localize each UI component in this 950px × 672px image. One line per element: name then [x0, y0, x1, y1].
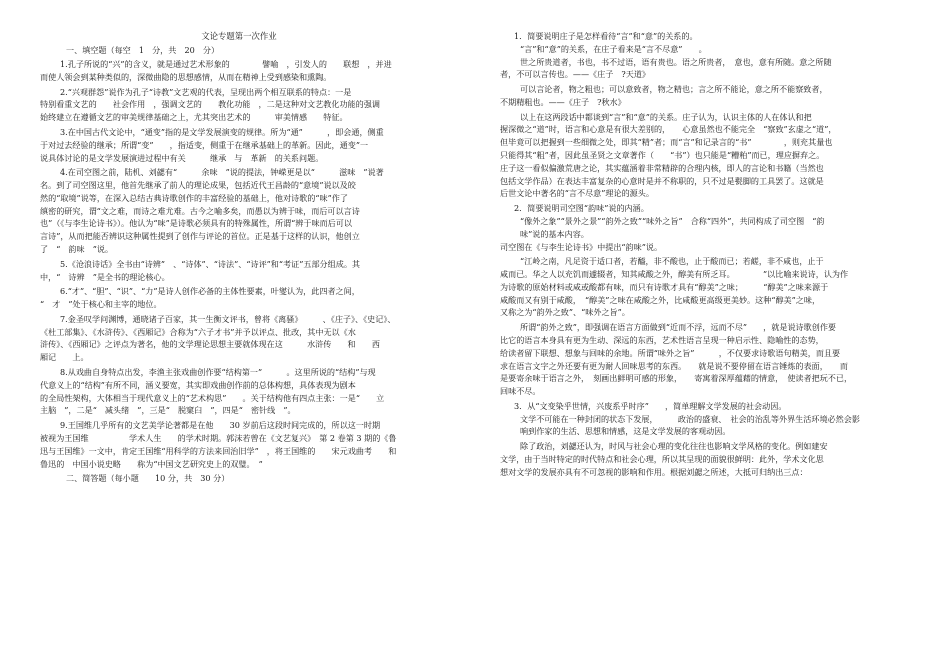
text-line: 了 “ 韵味 ”说。: [40, 244, 114, 254]
text-line: 于对过去经验的继承；所谓“变” ，指适变，侧重于在继承基础上的革新。因此，通变”一: [40, 139, 369, 150]
text-line: 给读者留下联想、想象与回味的余地。所谓“味外之旨” ，不仅要求诗歌语句精美，而且要: [500, 347, 841, 358]
text-line: 1.孔子所说的“兴”的含义，就是通过艺术形象的 譬喻 ，引发人的 联想 ，并进: [60, 59, 392, 70]
text-line: 9.王国维几乎所有的文艺美学论著都是在他 30 岁前后这段时间完成的，所以这一时期: [60, 420, 381, 431]
text-line: 回味不尽。: [500, 386, 541, 397]
paragraph: [500, 111, 910, 200]
text-line: 4.在司空图之前，陆机、刘勰有“ 余味 ”说的提法，钟嵘更是以“ 滋味 ”说著: [60, 167, 384, 178]
text-line: 文学，由于当时特定的时代特点和社会心理，所以其呈现的面貌很鲜明：此外，学术文化思: [500, 454, 824, 464]
text-line: 文学不可能在一种封闭的状态下发展， 政治的盛衰、 社会的治乱等外界生活环境必然会影: [520, 413, 860, 424]
paragraph: [40, 58, 438, 84]
text-line: 迅与王国维》一文中，肯定王国维“用科学的方法来回治旧学” ，将王国维的 宋元戏曲考 和: [40, 445, 397, 456]
text-line: 世之所贵道者，书也，书不过语，语有贵也。语之所贵者， 意也，意有所随。意之所随: [520, 56, 832, 67]
text-line: 被视为王国维 学术人生 的学术时期。郭沫若曾在《文艺复兴》 第 2 卷第 3 期的《鲁: [40, 432, 397, 443]
section-heading-short-answer: 二、简答题（每小题 10 分，共 30 分）: [66, 473, 230, 484]
text-line: 所谓“韵外之致”，即强调在语言方面做到“近而不浮，远而不尽” ，就是说诗歌创作要: [520, 322, 837, 333]
text-line: 2．简要说明司空图“韵味”说的内涵。: [514, 203, 649, 214]
text-line: 但毕竟可以把握到一些细微之处，即其“精”者；而“言”和记录言的“书” ，则充其量也: [500, 137, 833, 148]
paragraph: [500, 30, 910, 81]
text-line: 想对文学的发展亦具有不可忽视的影响和作用。根据刘勰之所述，大抵可归纳出三点：: [500, 466, 808, 477]
paragraph: [500, 83, 910, 109]
text-line: 咸而已。华之人以充饥而遽辍者，知其咸酸之外，醇美有所乏耳。 ”以比喻来说诗，认为作: [500, 269, 849, 280]
text-line: “江岭之南，凡足资于适口者，若醯，非不酸也，止于酸而已；若鹾，非不咸也，止于: [520, 256, 824, 267]
text-line: 味”说的基本内容。: [520, 228, 589, 239]
text-line: 8.从戏曲自身特点出发，李渔主张戏曲创作要“结构第一” 。这里所说的“结构”与现: [60, 367, 376, 378]
text-line: 握深微之“道”时，语言和心意是有很大差别的， 心意虽然也不能完全 “察致”玄虚之“道”，: [500, 124, 837, 135]
paragraph: [500, 440, 910, 478]
text-line: 厢记 上。: [40, 352, 89, 363]
paragraph: [40, 126, 438, 164]
text-line: 者，不可以言传也。——《庄子 ?天道》: [500, 69, 651, 80]
text-line: 以上在这两段话中都谈到“言”和“意”的关系。庄子认为，认识主体的人在体认和把: [520, 111, 812, 122]
left-column: [40, 30, 438, 666]
text-line: 3．从“文变染乎世情，兴废系乎时序” ，简单理解文学发展的社会动因。: [514, 400, 787, 411]
text-line: 然的“取境”说等，在深入总结古典诗歌创作的丰富经验的基础上，他对诗歌的“味”作了: [40, 192, 348, 203]
text-line: 而使人领会到某种类似的，深微曲隐的思想感情，从而在精神上受到感染和熏陶。: [40, 71, 332, 82]
text-line: 特别看重文艺的 社会作用 ，强调文艺的 教化功能 ，二是这种对文艺教化功能的强调: [40, 99, 380, 110]
text-line: 司空图在《与李生论诗书》中提出“韵味”说。: [500, 241, 663, 252]
paragraph: [500, 202, 910, 253]
text-line: 可以言论者，物之粗也；可以意致者，物之精也；言之所不能论，意之所不能察致者，: [520, 84, 828, 95]
text-line: 除了政治，刘勰还认为，时风与社会心理的变化往往也影响文学风格的变化。例如建安: [520, 441, 828, 452]
text-line: 名。到了司空图这里，他首先继承了前人的理论成果，包括近代王昌龄的“意境”说以及皎: [40, 180, 356, 191]
paragraph: [500, 400, 910, 438]
text-line: 求在语言文字之外还要有更为耐人回味思考的东西。 就是说不要停留在语言锤炼的表面， 而: [500, 360, 849, 371]
text-line: “ 才 ”处于核心和主宰的地位。: [40, 299, 162, 310]
text-line: 言诗”，从而把能否辨识这种属性提到了创作与评论的首位。正是基于这样的认识，他创立: [40, 231, 360, 242]
text-line: 《杜工部集》、《水浒传》、《西厢记》合称为“六子才书”并予以评点、批改，其中无以《水: [40, 326, 356, 337]
document-title: 文论专题第一次作业: [201, 31, 277, 41]
text-line: 6.“才”、“胆”、“识”、“力”是诗人创作必备的主体性要素，叶燮认为，此四者之间，: [60, 286, 360, 297]
text-line: 比它的语言本身具有更为生动、深远的东西，艺术性语言呈现一种启示性、隐喻性的态势，: [500, 334, 824, 345]
right-column: [500, 30, 910, 666]
text-line: 代意义上的“结构”有所不同，涵义要宽，其实即戏曲创作前的总体构想，具体表现为剧本: [40, 379, 356, 390]
paragraph: [40, 86, 438, 124]
text-line: 为诗歌的原始材料或咸或酸都有味，而只有诗歌才具有“醇美”之味； “醇美”之味来源于: [500, 281, 829, 292]
text-line: “像外之象”“景外之景”“韵外之致”“味外之旨” 合称“四外”，共同构成了司空图 “韵: [520, 215, 825, 226]
text-line: 3.在中国古代文论中，“通变”指的是文学发展演变的规律。所为“通” ，即会通，侧重: [60, 126, 384, 137]
paragraph: [500, 321, 910, 398]
paragraph: [500, 255, 910, 319]
text-line: 后世文论中著名的“言不尽意”理论的源头。: [500, 188, 654, 199]
text-line: “言”和“意”的关系，在庄子看来是“言不尽意” 。: [520, 43, 707, 54]
paragraph: [40, 366, 438, 417]
text-line: 的全局性架构，大体相当于现代意义上的“艺术构思” 。关于结构他有四点主张：一是“ 立: [40, 392, 385, 403]
text-line: 咸酸而又有别于咸酸， “醇美”之味在咸酸之外，比咸酸更高级更美妙。这种“醇美”之味，: [500, 294, 821, 305]
fill-in-questions: [40, 58, 438, 470]
text-line: 包括文学作品）在表达丰富复杂的心意时是并不称职的，只不过是甏脚的工具罢了。这就是: [500, 175, 824, 186]
text-line: 缜密的研究，谓“文之难，而诗之难尤难。古今之喻多矣，而愚以为辨于味，而后可以言诗: [40, 205, 360, 216]
text-line: 2.“兴观群怨”说作为孔子“诗教”文艺观的代表，呈现出两个相互联系的特点：一是: [60, 86, 352, 97]
text-line: 是要寄余味于语言之外， 刻画出鲜明可感的形象， 寄寓着深厚蕴藉的情意， 使读者把玩不已，: [500, 373, 853, 384]
text-line: 响到作家的生活、思想和情感，这是文学发展的客观动因。: [520, 426, 731, 437]
text-line: 主脑 ”，二是“ 减头绪 ”，三是“ 脱窠臼 ”，四是“ 密针线 ”。: [40, 405, 296, 416]
paragraph: [40, 258, 438, 284]
text-line: 说具体讨论的是文学发展演进过程中有关 继承 与 革新 的关系问题。: [40, 152, 324, 163]
text-line: 1．简要说明庄子是怎样看待“言”和“意”的关系的。: [514, 31, 698, 41]
text-line: 5.《沧浪诗话》全书由“诗辨” 、“诗体”、“诗法”、“诗评”和“考证”五部分组成。其: [60, 258, 361, 269]
text-line: 又称之为“韵外之致”、“味外之旨”。: [500, 307, 630, 318]
text-line: 也”（《与李生论诗书》）。他认为“味”是诗歌必须具有的特殊属性，所谓“辨于味而后可以: [40, 218, 352, 229]
short-answer-content: [500, 30, 910, 479]
text-line: 鲁迅的 中国小说史略 称为“中国文艺研究史上的双璧。 ”: [40, 458, 263, 469]
paragraph: [40, 166, 438, 255]
section-heading-fill-in: 一、填空题（每空 1 分，共 20 分）: [66, 45, 220, 56]
text-line: 中，“ 诗辨 ”是全书的理论核心。: [40, 271, 170, 282]
text-line: 7.金圣叹学问渊博，通晓诸子百家，其一生衡文评书，曾将《离骚》 、《庄子》、《史记》、: [60, 313, 396, 324]
text-line: 浒传》、《西厢记》之评点为著名，他的文学理论思想主要就体现在这 水浒传 和 西: [40, 339, 380, 350]
text-line: 始终建立在遵循文艺的审美规律基础之上，尤其突出艺术的 审美情感 特征。: [40, 112, 348, 123]
text-line: 只能得其“粗”者，因此虽圣贤之文章著作（ “书”）也只能是“糟粕”而已，理应摒弃之。: [500, 150, 825, 161]
paragraph: [40, 419, 438, 470]
paragraph: [40, 285, 438, 311]
paragraph: [40, 313, 438, 364]
text-line: 庄子这一看似偏激荒唐之论，其实蕴涵着非常精辟的合理内核，即人的言论和书籍（当然也: [500, 162, 824, 173]
text-line: 不期精粗也。——《庄子 ?秋水》: [500, 96, 626, 107]
